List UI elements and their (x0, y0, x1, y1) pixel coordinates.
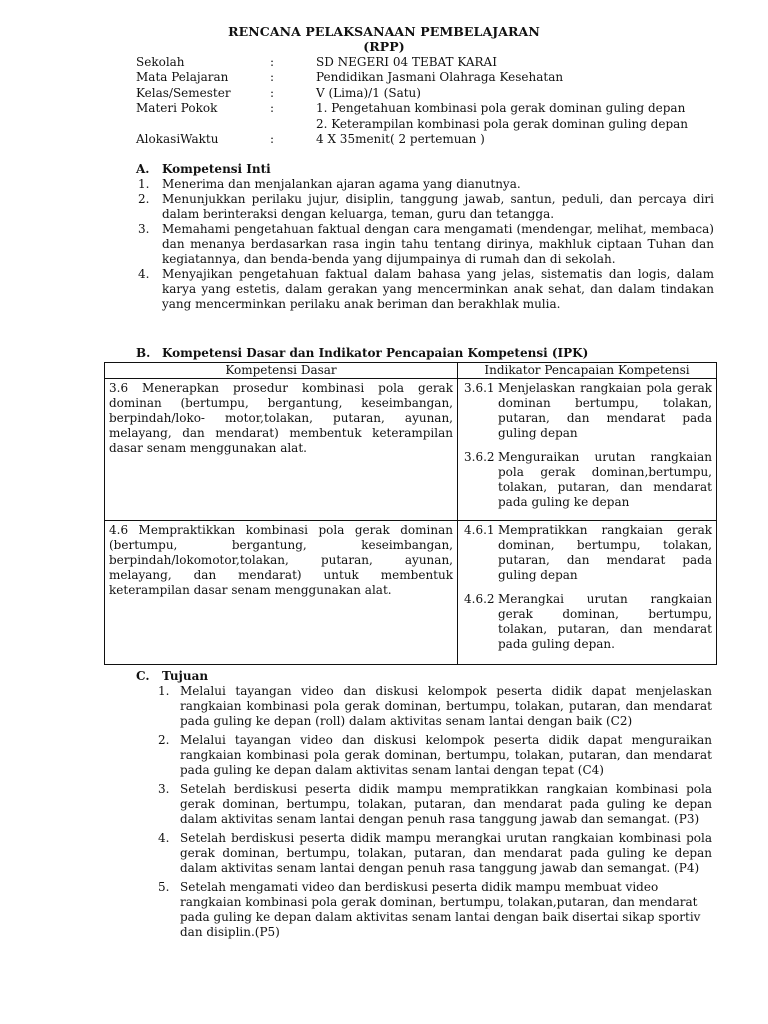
ipk-text: Menguraikan urutan rangkaian pola gerak dominan,bertumpu, tolakan, putaran, dan mendarat pada guling ke depan (498, 450, 712, 509)
section-b-heading (136, 346, 588, 361)
list-item-text: Setelah mengamati video dan berdiskusi peserta didik mampu membuat video rangkaian kombinasi pola gerak dominan, bertumpu, tolakan,putaran, dan mendarat pada guling ke depan dalam aktivitas senam lantai dengan baik disertai sikap sportiv dan disiplin.(P5) (180, 880, 701, 939)
kd-text: 4.6 Mempraktikkan kombinasi pola gerak dominan (bertumpu, bergantung, keseimbangan, berpindah/lokomotor,tolakan, putaran, ayunan, melayang, dan mendarat) untuk membentuk keterampilan dasar senam menggunakan alat. (109, 523, 453, 597)
ipk-code: 3.6.2 (464, 450, 495, 464)
table-cell-kd (105, 379, 458, 521)
list-item-number: 4. (158, 831, 170, 845)
document-title: RENCANA PELAKSANAAN PEMBELAJARAN (228, 24, 540, 39)
meta-colon: : (270, 55, 275, 69)
kompetensi-inti-list (136, 177, 714, 312)
meta-row-kelas-semester (136, 86, 736, 101)
list-item-number: 1. (138, 177, 150, 191)
section-a-heading (136, 162, 271, 177)
table-cell-ipk (458, 521, 717, 665)
list-item-text: Menyajikan pengetahuan faktual dalam bahasa yang jelas, sistematis dan logis, dalam karya yang estetis, dalam gerakan yang mencerminkan anak sehat, dan dalam tindakan yang mencerminkan perilaku anak beriman dan berakhlak mulia. (162, 267, 714, 311)
kd-text: 3.6 Menerapkan prosedur kombinasi pola gerak dominan (bertumpu, bergantung, keseimbangan, berpindah/loko- motor,tolakan, putaran, ayunan, melayang, dan mendarat) membentuk keterampilan dasar senam menggunakan alat. (109, 381, 453, 455)
list-item-number: 5. (158, 880, 170, 894)
meta-value: 1. Pengetahuan kombinasi pola gerak dominan guling depan (316, 101, 686, 115)
table-cell-kd (105, 521, 458, 665)
ipk-text: Mempratikkan rangkaian gerak dominan, bertumpu, tolakan, putaran, dan mendarat pada guling depan (498, 523, 712, 582)
ipk-item (464, 523, 712, 583)
list-item (136, 192, 714, 222)
ipk-item (464, 592, 712, 652)
list-item-number: 2. (138, 192, 150, 206)
list-item-number: 1. (158, 684, 170, 698)
tujuan-list (158, 684, 712, 944)
meta-label: AlokasiWaktu (136, 132, 219, 146)
table-header-row (105, 363, 717, 379)
list-item (158, 831, 712, 876)
list-item-text: Setelah berdiskusi peserta didik mampu merangkai urutan rangkaian kombinasi pola gerak dominan, bertumpu, tolakan, putaran, dan mendarat pada guling ke depan dalam aktivitas senam lantai dengan penuh rasa tanggung jawab dan semangat. (P4) (180, 831, 712, 875)
list-item (136, 267, 714, 312)
meta-value: 4 X 35menit( 2 pertemuan ) (316, 132, 485, 146)
meta-value: 2. Keterampilan kombinasi pola gerak dominan guling depan (316, 117, 689, 131)
meta-label: Mata Pelajaran (136, 70, 229, 84)
meta-row-materi-pokok (136, 101, 736, 116)
meta-label: Kelas/Semester (136, 86, 231, 100)
meta-label: Materi Pokok (136, 101, 218, 115)
list-item (158, 880, 712, 940)
meta-colon: : (270, 70, 275, 84)
document-subtitle: (RPP) (363, 39, 405, 54)
meta-value: SD NEGERI 04 TEBAT KARAI (316, 55, 497, 69)
ipk-text: Menjelaskan rangkaian pola gerak dominan bertumpu, tolakan, putaran, dan mendarat pada guling depan (498, 381, 712, 440)
section-letter: B. (136, 346, 151, 360)
section-title: Kompetensi Dasar dan Indikator Pencapaian Kompetensi (IPK) (162, 346, 589, 360)
meta-colon: : (270, 101, 275, 115)
meta-value: Pendidikan Jasmani Olahraga Kesehatan (316, 70, 564, 84)
list-item-text: Menerima dan menjalankan ajaran agama yang dianutnya. (162, 177, 521, 191)
meta-row-mata-pelajaran (136, 70, 736, 85)
meta-row-alokasi-waktu (136, 132, 736, 147)
meta-colon: : (270, 132, 275, 146)
list-item-number: 4. (138, 267, 150, 281)
list-item (158, 684, 712, 729)
section-title: Tujuan (162, 669, 209, 683)
table-row (105, 379, 717, 521)
section-letter: C. (136, 669, 150, 683)
meta-label: Sekolah (136, 55, 185, 69)
list-item-text: Menunjukkan perilaku jujur, disiplin, tanggung jawab, santun, peduli, dan percaya diri dalam berinteraksi dengan keluarga, teman, guru dan tetangga. (162, 192, 714, 221)
list-item-number: 3. (158, 782, 170, 796)
column-header-ipk: Indikator Pencapaian Kompetensi (458, 363, 717, 379)
meta-row-sekolah (136, 55, 736, 70)
kd-ipk-table (104, 362, 717, 665)
column-header-kd: Kompetensi Dasar (105, 363, 458, 379)
section-c-heading (136, 669, 208, 684)
list-item-number: 2. (158, 733, 170, 747)
table-row (105, 521, 717, 665)
list-item-text: Memahami pengetahuan faktual dengan cara mengamati (mendengar, melihat, membaca) dan menanya berdasarkan rasa ingin tahu tentang dirinya, makhluk ciptaan Tuhan dan kegiatannya, dan benda-benda yang dijumpainya di rumah dan di sekolah. (162, 222, 714, 266)
section-letter: A. (136, 162, 150, 176)
list-item (158, 733, 712, 778)
list-item (136, 177, 714, 192)
ipk-item (464, 381, 712, 441)
meta-value: V (Lima)/1 (Satu) (316, 86, 421, 100)
table-cell-ipk (458, 379, 717, 521)
ipk-list (458, 379, 716, 510)
list-item-text: Melalui tayangan video dan diskusi kelompok peserta didik dapat menjelaskan rangkaian kombinasi pola gerak dominan, bertumpu, tolakan, putaran, dan mendarat pada guling ke depan (roll) dalam aktivitas senam lantai dengan baik (C2) (180, 684, 712, 728)
section-title: Kompetensi Inti (162, 162, 271, 176)
ipk-item (464, 450, 712, 510)
list-item-text: Setelah berdiskusi peserta didik mampu mempratikkan rangkaian kombinasi pola gerak dominan, bertumpu, tolakan, putaran, dan mendarat pada guling ke depan dalam aktivitas senam lantai dengan penuh rasa tanggung jawab dan semangat. (P3) (180, 782, 712, 826)
ipk-list (458, 521, 716, 652)
list-item (158, 782, 712, 827)
list-item-text: Melalui tayangan video dan diskusi kelompok peserta didik dapat menguraikan rangkaian kombinasi pola gerak dominan, bertumpu, tolakan, putaran, dan mendarat pada guling ke depan dalam aktivitas senam lantai dengan tepat (C4) (180, 733, 712, 777)
meta-colon: : (270, 86, 275, 100)
list-item-number: 3. (138, 222, 150, 236)
ipk-text: Merangkai urutan rangkaian gerak dominan, bertumpu, tolakan, putaran, dan mendarat pada guling depan. (498, 592, 712, 651)
ipk-code: 3.6.1 (464, 381, 495, 395)
list-item (136, 222, 714, 267)
meta-row-materi-pokok-2 (136, 117, 736, 132)
ipk-code: 4.6.1 (464, 523, 495, 537)
ipk-code: 4.6.2 (464, 592, 495, 606)
